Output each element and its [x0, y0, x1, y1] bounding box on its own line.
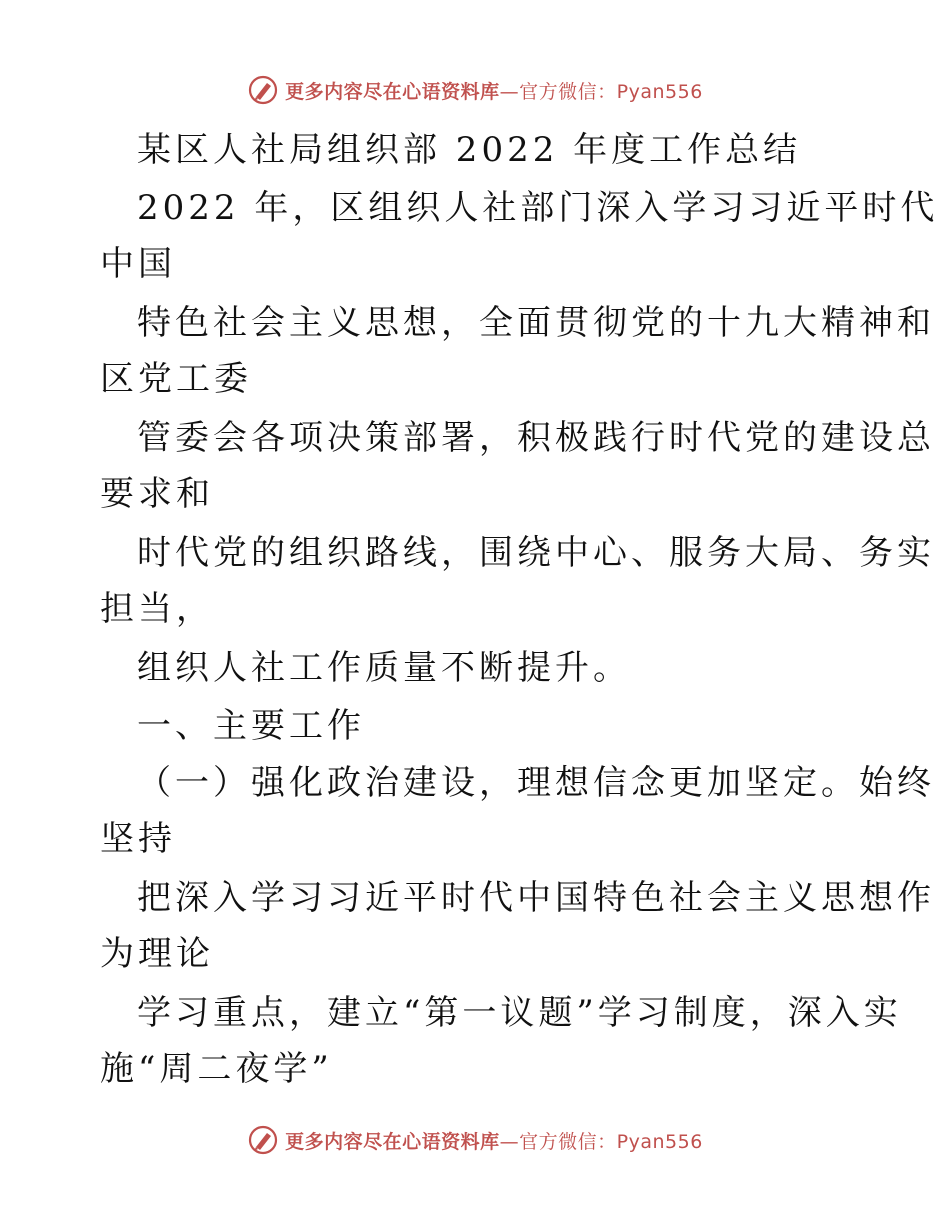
document-title: 某区人社局组织部 2022 年度工作总结 — [137, 130, 802, 170]
paragraph-line: 时代党的组织路线，围绕中心、服务大局、务实 — [137, 533, 935, 573]
watermark-brand: 更多内容尽在心语资料库 — [285, 1130, 500, 1153]
fountain-pen-logo-icon — [247, 74, 279, 106]
fountain-pen-logo-icon — [247, 1124, 279, 1156]
paragraph-line: 把深入学习习近平时代中国特色社会主义思想作 — [137, 878, 935, 918]
watermark-contact: —官方微信：Pyan556 — [499, 1130, 703, 1153]
paragraph-line: 区党工委 — [100, 359, 252, 399]
section-heading: 一、主要工作 — [137, 706, 365, 746]
watermark-text — [285, 77, 703, 104]
watermark-brand: 更多内容尽在心语资料库 — [285, 80, 500, 103]
footer-watermark — [0, 1120, 950, 1160]
paragraph-line: 要求和 — [100, 474, 214, 514]
header-watermark — [0, 70, 950, 110]
watermark-contact: —官方微信：Pyan556 — [499, 80, 703, 103]
paragraph-line: （一）强化政治建设，理想信念更加坚定。始终 — [137, 763, 935, 803]
paragraph-line: 特色社会主义思想，全面贯彻党的十九大精神和 — [137, 303, 935, 343]
paragraph-line: 为理论 — [100, 934, 214, 974]
paragraph-line: 坚持 — [100, 819, 176, 859]
paragraph-line: 施“周二夜学” — [100, 1049, 333, 1089]
paragraph-line: 中国 — [100, 244, 176, 284]
paragraph-line: 组织人社工作质量不断提升。 — [137, 648, 631, 688]
paragraph-line: 担当， — [100, 589, 214, 629]
paragraph-line: 学习重点，建立“第一议题”学习制度，深入实 — [137, 993, 902, 1033]
watermark-text — [285, 1127, 703, 1154]
paragraph-line: 管委会各项决策部署，积极践行时代党的建设总 — [137, 418, 935, 458]
paragraph-line: 2022 年，区组织人社部门深入学习习近平时代 — [137, 188, 939, 228]
